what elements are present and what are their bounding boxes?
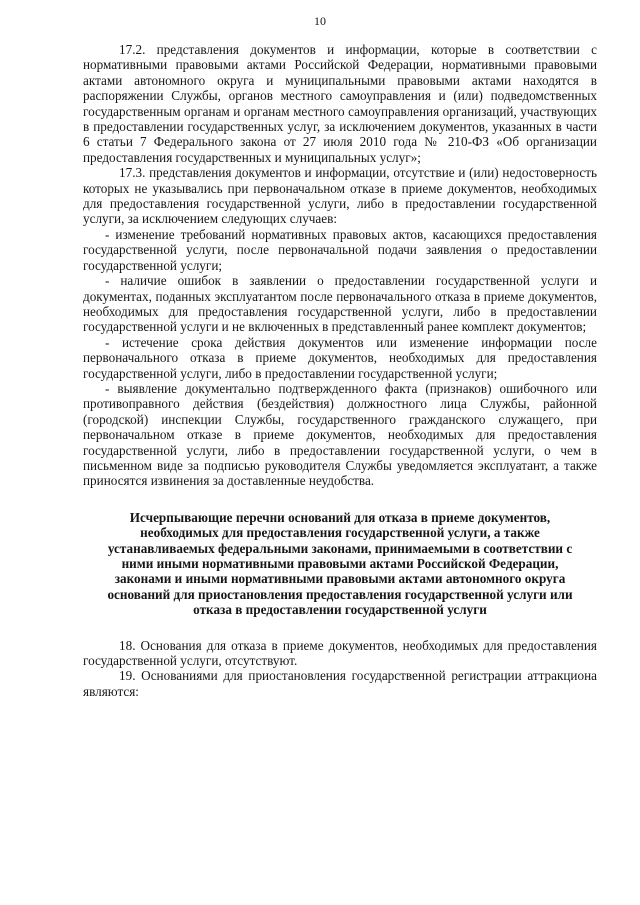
paragraph-18: 18. Основания для отказа в приеме документов, необходимых для предоставления государственной услуги, отсутствуют. xyxy=(83,637,597,669)
section-heading: Исчерпывающие перечни оснований для отказа в приеме документов, необходимых для предоставления государственной услуги, а также устанавливаемых федеральными законами, принимаемыми в соответствии с ними иными нормативными правовыми актами Российской Федерации, законами и иными нормативными правовыми актами автономного округа оснований для приостановления предоставления государственной услуги или отказа в предоставлении государственной услуги xyxy=(107,509,573,618)
paragraph-19: 19. Основаниями для приостановления государственной регистрации аттракциона являются: xyxy=(83,668,597,699)
list-item: - истечение срока действия документов или изменение информации после первоначального отказа в приеме документов, необходимых для предоставления государственной услуги, либо в предоставлении государственной услуги; xyxy=(83,334,597,381)
paragraphs-top xyxy=(83,42,597,489)
list-item: - выявление документально подтвержденного факта (признаков) ошибочного или противоправного действия (бездействия) должностного лица Службы, районной (городской) инспекции Службы, государственного гражданского служащего, при первоначальном отказе в приеме документов, необходимых для предоставления государственной услуги, либо в предоставлении государственной услуги, о чем в письменном виде за подписью руководителя Службы уведомляется эксплуатант, а также приносятся извинения за доставленные неудобства. xyxy=(83,380,597,489)
list-item: - изменение требований нормативных правовых актов, касающихся предоставления государственной услуги, после первоначальной подачи заявления о предоставлении государственной услуги; xyxy=(83,226,597,273)
paragraphs-bottom xyxy=(83,638,597,700)
page-number: 10 xyxy=(314,14,326,28)
paragraph-17-2: 17.2. представления документов и информации, которые в соответствии с нормативными правовыми актами Российской Федерации, нормативными правовыми актами автономного округа и муниципальными правовыми актами находятся в распоряжении Службы, органов местного самоуправления и (или) подведомственных государственным органам и органам местного самоуправления организаций, участвующих в предоставлении государственных услуг, за исключением документов, указанных в части 6 статьи 7 Федерального закона от 27 июля 2010 года № 210-ФЗ «Об организации предоставления государственных и муниципальных услуг»; xyxy=(83,42,597,165)
list-item: - наличие ошибок в заявлении о предоставлении государственной услуги и документах, поданных эксплуатантом после первоначального отказа в приеме документов, необходимых для предоставления государственной услуги, либо в предоставлении государственной услуги и не включенных в представленный ранее комплект документов; xyxy=(83,273,597,335)
paragraph-17-3: 17.3. представления документов и информации, отсутствие и (или) недостоверность которых не указывались при первоначальном отказе в приеме документов, необходимых для предоставления государственной услуги, либо в предоставлении государственной услуги, за исключением следующих случаев: xyxy=(83,165,597,227)
document-body xyxy=(83,42,597,699)
